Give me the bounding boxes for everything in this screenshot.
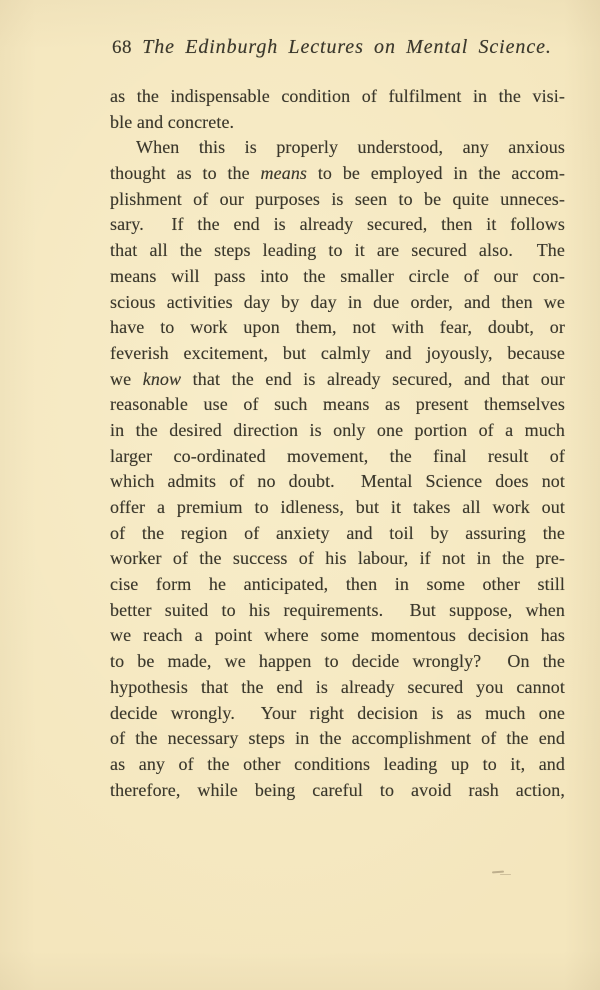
text-line: scious activities day by day in due order, and then we [110, 291, 565, 312]
text-line: worker of the success of his labour, if not in the pre- [110, 548, 565, 569]
body-lines [110, 84, 565, 803]
pencil-smudge [492, 871, 514, 877]
text-line: we know that the end is already secured, and that our [110, 368, 565, 389]
text-line: that all the steps leading to it are secured also. The [110, 240, 565, 261]
text-line: plishment of our purposes is seen to be quite unneces- [110, 188, 565, 209]
page-number: 68 [112, 37, 132, 58]
header-title: The Edinburgh Lectures on Mental Science. [142, 36, 552, 58]
text-line: ble and concrete. [110, 111, 235, 132]
text-line: as any of the other conditions leading up to it, and [110, 753, 565, 774]
text-line: better suited to his requirements. But suppose, when [110, 599, 565, 620]
text-line: we reach a point where some momentous decision has [110, 625, 565, 646]
running-header [112, 36, 562, 59]
text-line: of the necessary steps in the accomplishment of the end [110, 728, 565, 749]
text-line: therefore, while being careful to avoid rash action, [110, 779, 565, 800]
text-line: to be made, we happen to decide wrongly? On the [110, 651, 565, 672]
text-line: means will pass into the smaller circle of our con- [110, 265, 565, 286]
text-line: thought as to the means to be employed in the accom- [110, 163, 565, 184]
text-line: of the region of anxiety and toil by assuring the [110, 522, 565, 543]
text-line: hypothesis that the end is already secured you cannot [110, 676, 565, 697]
text-line: in the desired direction is only one portion of a much [110, 419, 565, 440]
text-line: offer a premium to idleness, but it takes all work out [110, 497, 565, 517]
text-line: sary. If the end is already secured, then it follows [110, 214, 565, 235]
text-line: larger co-ordinated movement, the final result of [110, 445, 565, 466]
text-line: as the indispensable condition of fulfilment in the visi- [110, 86, 565, 106]
text-line: have to work upon them, not with fear, doubt, or [110, 317, 565, 338]
text-line: cise form he anticipated, then in some other still [110, 574, 565, 595]
text-line: reasonable use of such means as present themselves [110, 394, 565, 415]
text-line: decide wrongly. Your right decision is as much one [110, 702, 565, 723]
text-line: When this is properly understood, any anxious [136, 137, 565, 158]
text-line: which admits of no doubt. Mental Science does not [110, 471, 565, 492]
text-line: feverish excitement, but calmly and joyously, because [110, 342, 565, 363]
